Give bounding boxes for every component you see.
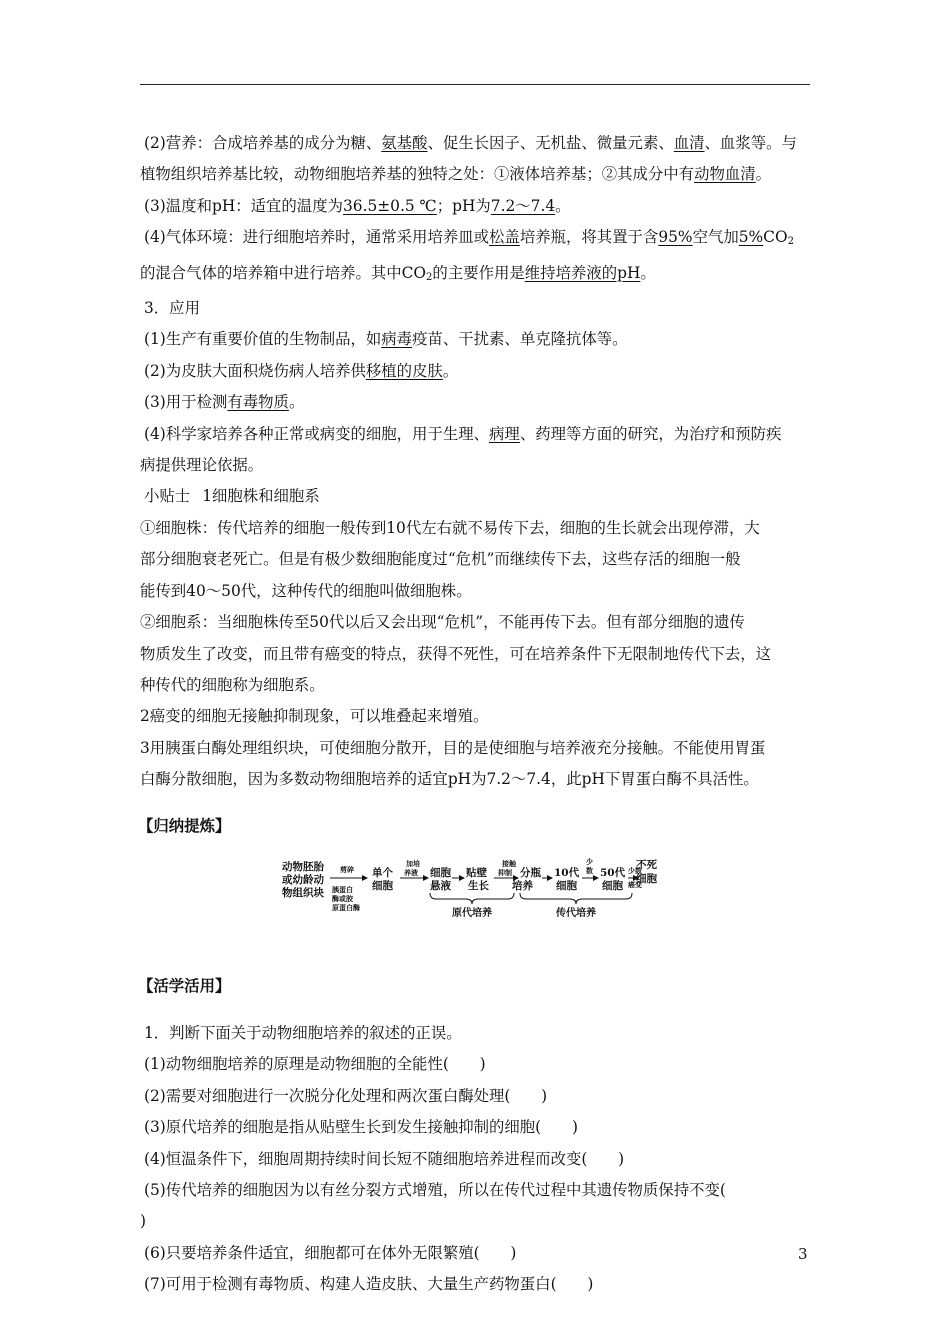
edge-contact-l2: 抑制	[498, 867, 512, 877]
item-2: (2)需要对细胞进行一次脱分化处理和两次蛋白酶处理( )	[144, 1086, 548, 1105]
node-single-cell-l2: 细胞	[372, 879, 393, 892]
node-gen50-l1: 50代	[600, 866, 626, 879]
edge-cancer-l1: 少数	[628, 865, 642, 875]
para-app-4b: 病提供理论依据。	[140, 456, 264, 475]
edge-enzyme-l1: 胰蛋白	[332, 884, 353, 894]
node-gen10-l2: 细胞	[556, 879, 577, 892]
question-1: 1．判断下面关于动物细胞培养的叙述的正误。	[144, 1023, 462, 1042]
para-gas-1: (4)气体环境：进行细胞培养时，通常采用培养皿或松盖培养瓶，将其置于含95%空气加$5\%CO_2$	[144, 228, 794, 248]
item-3: (3)原代培养的细胞是指从贴壁生长到发生接触抑制的细胞( )	[144, 1118, 578, 1137]
culture-flow-diagram	[140, 858, 812, 928]
para-nutrition-2: 植物组织培养基比较，动物细胞培养基的独特之处：①液体培养基；②其成分中有动物血清。	[140, 165, 772, 184]
node-adherent-l1: 贴壁	[466, 866, 487, 879]
node-gen10-l1: 10代	[554, 866, 580, 879]
node-tissue-l3: 物组织块	[282, 886, 324, 899]
page-number: 3	[798, 1245, 808, 1263]
item-1: (1)动物细胞培养的原理是动物细胞的全能性( )	[144, 1055, 486, 1074]
header-rule	[140, 84, 810, 85]
node-subculture-l2: 培养	[512, 879, 533, 892]
para-app-3: (3)用于检测有毒物质。	[144, 393, 305, 412]
flow-diagram-svg	[280, 858, 660, 924]
edge-few-l2: 数	[586, 865, 593, 875]
tip-cell-strain-1: ①细胞株：传代培养的细胞一般传到10代左右就不易传下去，细胞的生长就会出现停滞，大	[140, 518, 760, 537]
brace-passage	[520, 893, 632, 904]
node-suspension-l2: 悬液	[430, 879, 451, 892]
node-subculture-l1: 分瓶	[520, 866, 541, 879]
node-single-cell-l1: 单个	[372, 866, 393, 879]
item-6: (6)只要培养条件适宜，细胞都可在体外无限繁殖( )	[144, 1243, 517, 1262]
item-5a: (5)传代培养的细胞因为以有丝分裂方式增殖，所以在传代过程中其遗传物质保持不变(	[144, 1180, 726, 1199]
brace-primary	[430, 893, 514, 904]
tip-cell-line-2: 物质发生了改变，而且带有癌变的特点，获得不死性，可在培养条件下无限制地传代下去，这	[140, 644, 772, 663]
item-4: (4)恒温条件下，细胞周期持续时间长短不随细胞培养进程而改变( )	[144, 1149, 625, 1168]
para-app-2: (2)为皮肤大面积烧伤病人培养供移植的皮肤。	[144, 361, 459, 380]
edge-medium-l2: 养液	[404, 867, 418, 877]
para-nutrition-1: (2)营养：合成培养基的成分为糖、氨基酸、促生长因子、无机盐、微量元素、血清、血浆等。与	[144, 134, 797, 152]
tip-point-3a: 3用胰蛋白酶处理组织块，可使细胞分散开，目的是使细胞与培养液充分接触。不能使用胃蛋	[140, 738, 766, 757]
practice-heading: 【活学活用】	[138, 977, 231, 996]
summary-heading: 【归纳提炼】	[138, 816, 231, 835]
section-application: 3．应用	[144, 299, 200, 318]
edge-enzyme-l2: 酶或胶	[332, 893, 353, 903]
tip-cell-strain-2: 部分细胞衰老死亡。但是有极少数细胞能度过“危机”而继续传下去，这些存活的细胞一般	[140, 550, 741, 569]
node-adherent-l2: 生长	[468, 879, 489, 892]
edge-enzyme-l3: 原蛋白酶	[332, 902, 360, 912]
brace-passage-label: 传代培养	[556, 907, 596, 919]
node-gen50-l2: 细胞	[602, 879, 623, 892]
node-suspension-l1: 细胞	[430, 866, 451, 879]
tip-cell-strain-3: 能传到40～50代，这种传代的细胞叫做细胞株。	[140, 581, 472, 600]
item-7: (7)可用于检测有毒物质、构建人造皮肤、大量生产药物蛋白( )	[144, 1275, 594, 1294]
para-temperature: (3)温度和pH：适宜的温度为36.5±0.5 ℃；pH为7.2～7.4。	[144, 196, 571, 215]
node-immortal-l1: 不死	[636, 858, 657, 871]
edge-medium-l1: 加培	[406, 858, 420, 868]
tip-point-3b: 白酶分散细胞，因为多数动物细胞培养的适宜pH为7.2～7.4，此pH下胃蛋白酶不具活性。	[140, 770, 759, 789]
brace-primary-label: 原代培养	[452, 907, 492, 919]
item-5b: )	[140, 1212, 147, 1231]
node-tissue-l1: 动物胚胎	[282, 860, 324, 873]
node-tissue-l2: 或幼龄动	[282, 873, 324, 886]
edge-contact-l1: 接触	[502, 858, 516, 868]
edge-cancer-l2: 癌变	[628, 879, 642, 889]
para-app-4a: (4)科学家培养各种正常或病变的细胞，用于生理、病理、药理等方面的研究，为治疗和预防疾	[144, 424, 782, 443]
tip-cell-line-1: ②细胞系：当细胞株传至50代以后又会出现“危机”，不能再传下去。但有部分细胞的遗传	[140, 613, 745, 632]
tip-cell-line-3: 种传代的细胞称为细胞系。	[140, 675, 325, 694]
para-app-1: (1)生产有重要价值的生物制品，如病毒疫苗、干扰素、单克隆抗体等。	[144, 330, 628, 349]
tip-point-2: 2癌变的细胞无接触抑制现象，可以堆叠起来增殖。	[140, 707, 489, 726]
edge-cut-label: 剪碎	[340, 864, 354, 874]
tip-title: 小贴士 1细胞株和细胞系	[144, 487, 320, 506]
page-body	[140, 128, 812, 1301]
para-gas-2: 的混合气体的培养箱中进行培养。其中$CO_2$的主要作用是维持培养液的pH。	[140, 263, 656, 283]
node-immortal-l2: 细胞	[636, 872, 657, 885]
edge-few-l1: 少	[586, 857, 593, 866]
